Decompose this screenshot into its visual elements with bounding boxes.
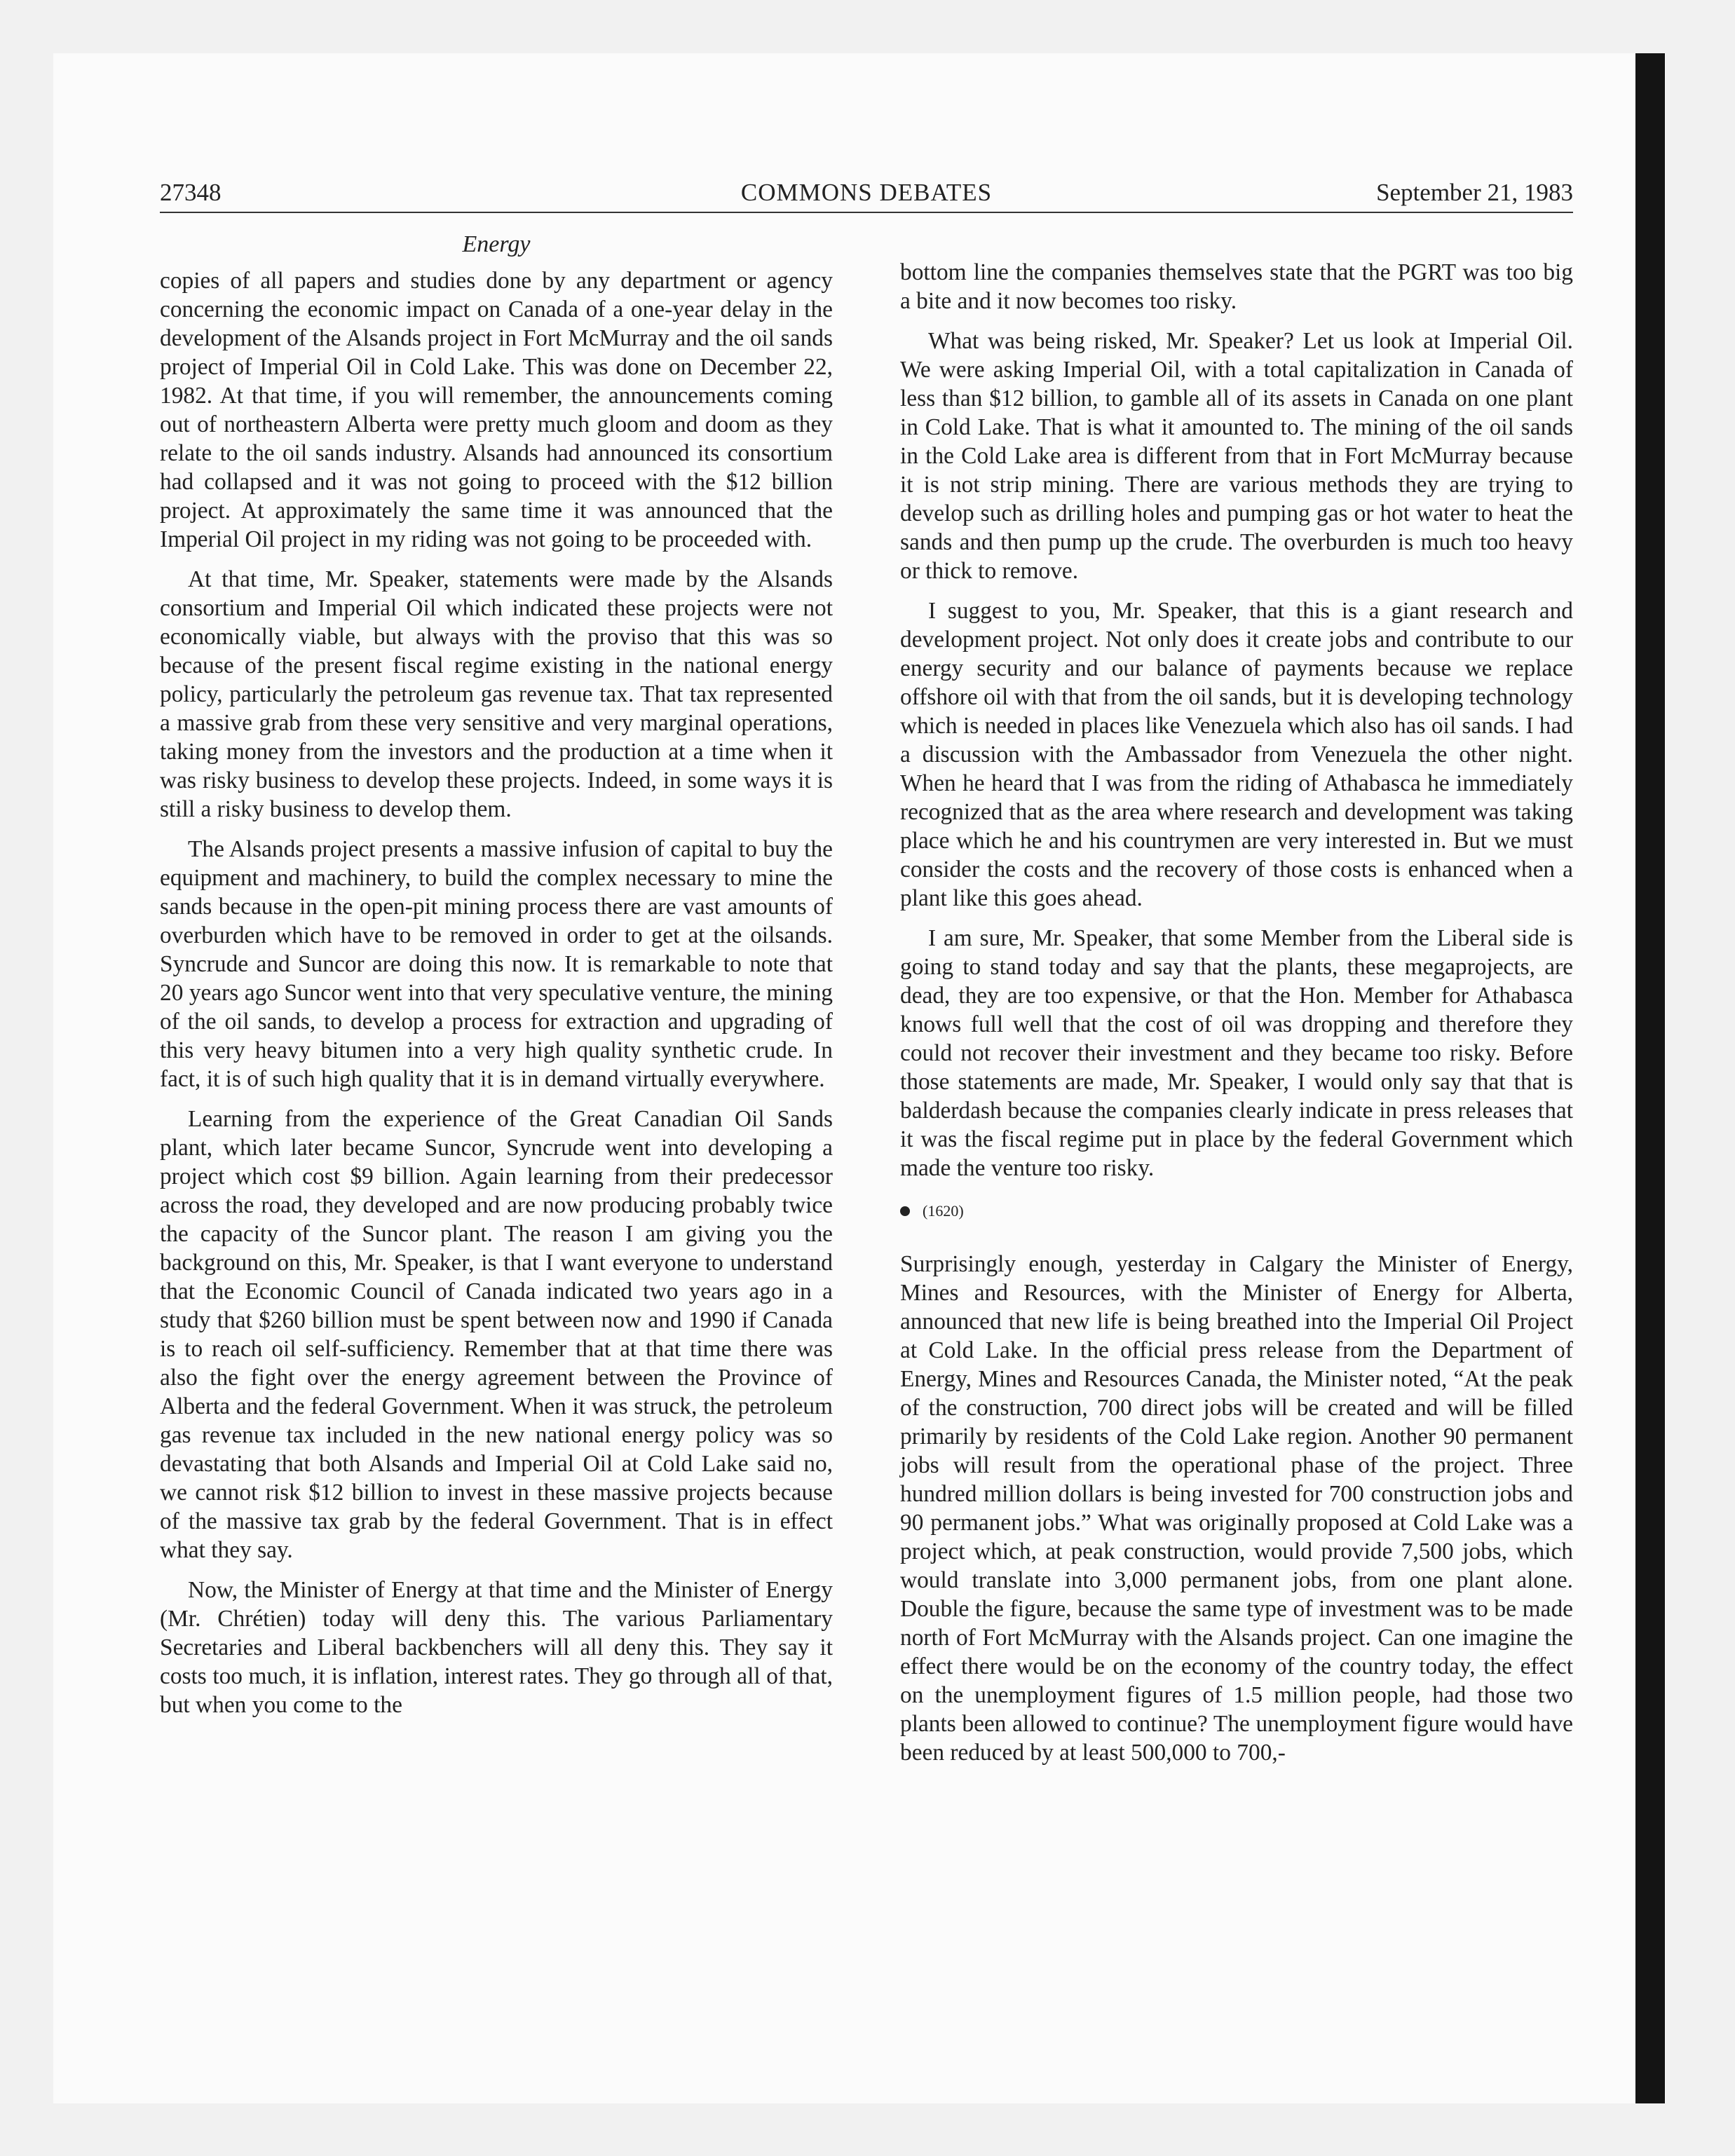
paragraph: Learning from the experience of the Great Canadian Oil Sands plant, which later became Suncor, Syncrude went into developing a project which cost $9 billion. Again learning from their predecessor across the road, they developed and are now producing probably twice the capacity of the Suncor plant. The reason I am giving you the background on this, Mr. Speaker, is that I want everyone to understand that the Economic Council of Canada indicated two years ago in a study that $260 billion must be spent between now and 1990 if Canada is to reach oil self-sufficiency. Remember that at that time there was also the fight over the energy agreement between the Province of Alberta and the federal Government. When it was struck, the petroleum gas revenue tax included in the new national energy policy was so devastating that both Alsands and Imperial Oil at Cold Lake said no, we cannot risk $12 billion to invest in these massive projects because of the massive tax grab by the federal Government. That is in effect what they say. [160, 1106, 833, 1563]
paragraph: Surprisingly enough, yesterday in Calgary the Minister of Energy, Mines and Resources, with the Minister of Energy for Alberta, announced that new life is being breathed into the Imperial Oil Project at Cold Lake. In the official press release from the Department of Energy, Mines and Resources Canada, the Minister noted, “At the peak of the construction, 700 direct jobs will be created and will be filled primarily by residents of the Cold Lake region. Another 90 permanent jobs will result from the operational phase of the project. Three hundred million dollars is being invested for 700 construction jobs and 90 permanent jobs.” What was originally proposed at Cold Lake was a project which, at peak construction, would provide 7,500 jobs, which would translate into 3,000 permanent jobs, from one plant alone. Double the figure, because the same type of investment was to be made north of Fort McMurray with the Alsands project. Can one imagine the effect there would be on the economy of the country today, the effect on the unemployment figures of 1.5 million people, had those two plants been allowed to continue? The unemployment figure would have been reduced by at least 500,000 to 700,- [900, 1251, 1573, 1766]
publication-title: COMMONS DEBATES [740, 179, 993, 206]
document-page [160, 175, 1573, 1949]
running-header [160, 175, 1573, 210]
left-column [160, 266, 833, 1731]
paragraph: The Alsands project presents a massive infusion of capital to buy the equipment and machinery, to build the complex necessary to mine the sands because in the open-pit mining process there are vast amounts of overburden which have to be removed in order to get at the oilsands. Syncrude and Suncor are doing this now. It is remarkable to note that 20 years ago Suncor went into that very speculative venture, the mining of the oil sands, to develop a process for extraction and upgrading of this very heavy bitumen into a very high quality synthetic crude. In fact, it is of such high quality that it is in demand virtually everywhere. [160, 836, 833, 1092]
paragraph: At that time, Mr. Speaker, statements were made by the Alsands consortium and Imperial Oil which indicated these projects were not economically viable, but always with the proviso that this was so because of the present fiscal regime existing in the national energy policy, particularly the petroleum gas revenue tax. That tax represented a massive grab from these very sensitive and very marginal operations, taking money from the investors and the production at a time when it was risky business to develop these projects. Indeed, in some ways it is still a risky business to develop them. [160, 566, 833, 822]
paragraph: bottom line the companies themselves state that the PGRT was too big a bite and it now becomes too risky. [900, 259, 1573, 314]
paragraph: Now, the Minister of Energy at that time and the Minister of Energy (Mr. Chrétien) today will deny this. The various Parliamentary Secretaries and Liberal backbenchers will all deny this. They say it costs too much, it is inflation, interest rates. They go through all of that, but when you come to the [160, 1577, 833, 1718]
publication-date: September 21, 1983 [1376, 179, 1573, 206]
page-number: 27348 [160, 179, 222, 206]
text-columns [160, 259, 1574, 1949]
bullet-icon [900, 1206, 910, 1216]
scan-edge-bar [1635, 53, 1665, 2103]
paragraph: I suggest to you, Mr. Speaker, that this is a giant research and development project. Not only does it create jobs and contribute to our energy security and our balance of payments because we replace offshore oil with that from the oil sands, but it is developing technology which is needed in places like Venezuela which also has oil sands. I had a discussion with the Ambassador from Venezuela the other night. When he heard that I was from the riding of Athabasca he immediately recognized that as the area where research and development was taking place which he and his countrymen are very interested in. But we must consider the costs and the recovery of those costs is enhanced when a plant like this goes ahead. [900, 598, 1574, 911]
paragraph: What was being risked, Mr. Speaker? Let us look at Imperial Oil. We were asking Imperial Oil, with a total capitalization in Canada of less than $12 billion, to gamble all of its assets in Canada on one plant in Cold Lake. That is what it amounted to. The mining of the oil sands in the Cold Lake area is different from that in Fort McMurray because it is not strip mining. There are various methods they are trying to develop such as drilling holes and pumping gas or hot water to heat the sands and then pump up the crude. The overburden is much too heavy or thick to remove. [900, 328, 1573, 584]
paragraph: copies of all papers and studies done by any department or agency concerning the economic impact on Canada of a one-year delay in the development of the Alsands project in Fort McMurray and the oil sands project of Imperial Oil in Cold Lake. This was done on December 22, 1982. At that time, if you will remember, the announcements coming out of northeastern Alberta were pretty much gloom and doom as they relate to the oil sands industry. Alsands had announced its consortium had collapsed and it was not going to proceed with the $12 billion project. At approximately the same time it was announced that the Imperial Oil project in my riding was not going to be proceeded with. [160, 268, 833, 552]
header-rule [160, 212, 1573, 213]
right-column [900, 258, 1573, 1778]
paragraph: I am sure, Mr. Speaker, that some Member from the Liberal side is going to stand today and say that the plants, these megaprojects, are dead, they are too expensive, or that the Hon. Member for Athabasca knows full well that the cost of oil was dropping and therefore they could not recover their investment and they became too risky. Before those statements are made, Mr. Speaker, I would only say that that is balderdash because the companies clearly indicate in press releases that it was the fiscal regime put in place by the federal Government which made the venture too risky. [900, 925, 1573, 1181]
time-marker-label: (1620) [923, 1202, 964, 1220]
time-marker [900, 1201, 1573, 1222]
section-title: Energy [462, 231, 531, 257]
